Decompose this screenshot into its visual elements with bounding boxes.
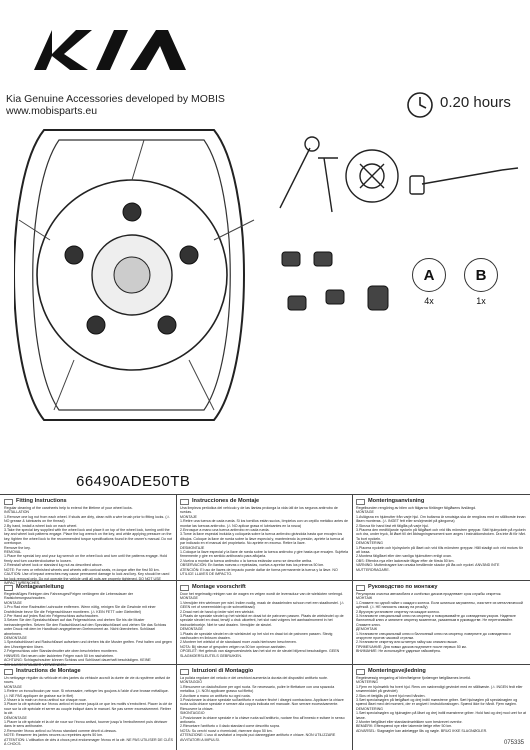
brand-website: www.mobisparts.eu xyxy=(6,105,98,117)
section-de: Montageanleitung Regelmäßiges Reinigen des Fahrzeuges/Felgen verlängern die Lebensdauer der Radsicherungsschrauben. MONTAGE 1.Pro Rad eine Radmutter/-schraube entfernen. Wenn nötig, reinigen Sie die Gewinde mit einer Drahtbürste bevor Sie die Felgenschlösser montieren. (⚠ KEIN FETT oder Gleitmittel) 2.Per Hand auf jedes Rad ein Felgenschloss aufschrauben. 3.Setzen Sie den Spezialschlüssel auf das Felgenschloss und drehen Sie bis die Muster ineinandergreifen. Setzen Sie den Radschlüssel auf den Spezialschlüssel und ziehen Sie das Schloss unter Druck mit dem im Handbuch angegebenen Drehmoment an. Nicht überdrehen. Schlüssel abnehmen. DEMONTAGE 1.Spezialschlüssel und Radschlüssel aufsetzen und drehen bis die Muster greifen. Fest halten und gegen den Uhrzeigersinn lösen. 2.Felgenschloss oder Standardmutter wie oben beschrieben montieren. HINWEIS: Bei neuen oder lackierten Felgen nach 50 km nachziehen. ACHTUNG: Schlagschrauber können Schloss und Schlüssel dauerhaft beschädigen. KEINE SCHLAGSCHRAUBER VERWENDEN. xyxy=(4,584,172,667)
item-a-badge: A xyxy=(412,258,446,292)
part-number: 66490ADE50TB xyxy=(76,473,191,490)
document-code: 075335 xyxy=(503,740,524,746)
install-time: 0.20 hours xyxy=(440,94,511,111)
item-b-badge: B xyxy=(464,258,498,292)
section-nl: Montage voorschrift Door het regelmatig reinigen van de wagen en velgen wordt de levensduur van de wielsloten verlengd. MONTAGE 1.Verwijder één wielmoer per wiel. Indien nodig, maak de draadeinden schoon met een staalborstel. (⚠ GEEN vet of smeermiddel op de schroefdraad) 2.Draai met de hand op ieder wiel een wielslot. 3.Plaats de speciale sleutel op het wielslot en draai tot de patronen passen. Plaats de wielsleutel op de speciale sleutel en draai, terwijl u druk uitoefent, het slot vast volgens het aanhaalmoment in het instructieboekje. Niet te vast draaien. Verwijder de sleutel. DEMONTAGE 1.Plaats de speciale sleutel en de wielsleutel op het slot en draai tot de patronen passen. Stevig vasthouden en linksom draaien. 2.Monteer het wielslot of de standaard moer zoals hierboven beschreven. NOTA: Bij nieuwe of gespoten velgen na 50 km opnieuw aanhalen. OPGELET: Het gebruik van slagmoersleutels kan het slot en de sleutel blijvend beschadigen. GEEN SLAGMOERSLEUTELS GEBRUIKEN. xyxy=(180,584,345,658)
flag-icon xyxy=(4,585,13,591)
item-b-qty: 1x xyxy=(476,296,486,306)
section-es: Instrucciones de Montaje Una limpieza periódica del vehículo y de las llantas prolonga la vida útil de los seguros antirrobo de ruedas. MONTAJE 1.Retire una tuerca de cada rueda. Si los tornillos están sucios, límpielos con un cepillo metálico antes de montar las tuercas antirrobo. (⚠ NO aplicar grasa ni lubricantes en la rosca) 2.Enrosque a mano una tuerca antirrobo en cada rueda. 3.Tome la llave especial incluida y colóquela sobre la tuerca antirrobo girándola hasta que encajen los dibujos. Coloque la llave de rueda sobre la llave especial y, manteniendo la presión, apriete la tuerca al par indicado en el manual del propietario. No apriete en exceso. Retire la llave. DESMONTAJE 1.Coloque la llave especial y la llave de rueda sobre la tuerca antirrobo y gire hasta que encajen. Sujétela firmemente y gire en sentido antihorario para aflojarla. 2.Vuelva a montar la tuerca antirrobo o la tuerca estándar como se describe arriba. OBSERVACIÓN: En llantas nuevas o repintadas, vuelva a apretar tras los primeros 50 km. ATENCIÓN: El uso de llaves de impacto puede dañar de forma permanente la tuerca y la llave. NO UTILICE LLAVES DE IMPACTO. xyxy=(180,498,349,577)
section-ru: Руководство по монтажу Регулярная очистка автомобиля и колёсных дисков продлевает срок службы секреток. МОНТАЖ 1.Снимите по одной гайке с каждого колеса. Если шпильки загрязнены, очистите их металлической щёткой. (⚠ НЕ наносить смазку на резьбу) 2.Вручную установите секретку на каждое колесо. 3.Установите специальный ключ на секретку и поворачивайте до совпадения узоров. Наденьте баллонный ключ и затяните секретку моментом, указанным в руководстве. Не перетягивайте. Снимите ключ. ДЕМОНТАЖ 1.Установите специальный ключ и баллонный ключ на секретку, поверните до совпадения и открутите против часовой стрелки. 2.Установите секретку или штатную гайку как описано выше. ПРИМЕЧАНИЕ: Для новых дисков подтяните после первых 50 км. ВНИМАНИЕ: Не используйте ударные гайковёрты. xyxy=(356,584,523,654)
kit-illustration xyxy=(272,246,404,326)
kia-logo xyxy=(30,24,190,74)
flag-icon xyxy=(180,585,189,591)
flag-icon xyxy=(356,585,365,591)
flag-icon xyxy=(356,499,365,505)
clock-icon xyxy=(406,91,434,119)
flag-icon xyxy=(180,669,189,675)
divider-col1 xyxy=(176,495,177,750)
divider-top xyxy=(0,494,530,495)
tools-illustration xyxy=(272,128,522,218)
brand-tagline: Kia Genuine Accessories developed by MOBIS xyxy=(6,93,225,105)
divider-col2 xyxy=(352,495,353,750)
kit-item-a xyxy=(412,258,446,306)
section-it: Istruzioni di Montaggio La pulizia regolare del veicolo e dei cerchioni aumenta la durata dei dispositivi antifurto ruote. MONTAGGIO 1.Rimuovere un dado/bullone per ogni ruota. Se necessario, pulire le filettature con una spazzola metallica. (⚠ NON applicare grasso sul filetto) 2.Avvitare a mano un antifurto su ogni ruota. 3.Posizionare la chiave speciale sull'antifurto e ruotare finché i disegni combaciano. Applicare la chiave ruota sulla chiave speciale e serrare alla coppia indicata nel manuale. Non serrare eccessivamente. Rimuovere la chiave. SMONTAGGIO 1.Posizionare la chiave speciale e la chiave ruota sull'antifurto, ruotare fino all'innesto e svitare in senso antiorario. 2.Rimontare l'antifurto o il dado standard come descritto sopra. NOTA: Su cerchi nuovi o riverniciati, riserrare dopo 50 km. ATTENZIONE: L'uso di avvitatori a impulsi può danneggiare antifurto e chiave. NON UTILIZZARE AVVITATORI A IMPULSI. xyxy=(180,668,345,742)
section-sv: Monteringsanvisning Regelbunden rengöring av bilen och fälgarna förlänger fälglåsens livslängd. MONTAGE 1.Avlägsna en hjulmutter från varje hjul. Om bultarna är smutsiga ska de rengöras med en stålborste innan låsen monteras. (⚠ INGET fett eller smörjmedel på gängorna) 2.Skruva för hand fast ett fälglås på varje hjul. 3.Placera den medföljande nyckeln på fälglåset och vrid tills mönstren greppar. Sätt hjulnyckeln på nyckeln och dra, under tryck, åt låset till det åtdragningsmoment som anges i instruktionsboken. Dra inte åt för hårt. Ta bort nyckeln. DEMONTERING 1.Placera nyckeln och hjulnyckeln på låset och vrid tills mönstren greppar. Håll stadigt och vrid moturs för att lossa. 2.Montera fälglåset eller den vanliga hjulmuttern enligt ovan. OBS: Efterdra nya eller lackerade fälgar efter de första 50 km. VARNING: Mutterdragare kan orsaka bestående skador på lås och nyckel. ANVÄND INTE MUTTERDRAGARE. xyxy=(356,498,526,572)
section-en: Fitting Instructions Regular cleaning of the carwheels help to extend the lifetime of your wheel locks. INSTALLATION 1.Remove one lug nut from each wheel. If studs are dirty, clean with a wire brush prior to fitting locks. (⚠ NO grease & lubricants on the thread) 2.By hand, install a wheel lock on each wheel. 3.Take the special key supplied with the wheel lock and place it on top of the wheel lock, turning until the key and wheel lock patterns engage. Place the lug wrench on the key, and while applying pressure on the key, tighten the wheel lock to the recommended torque specifications found in the owner's manual. Do not overtorque. Remove the key. REMOVAL 1.Place the special key and your lug wrench on the wheel lock and turn until the patterns engage. Hold firmly and turn counterclockwise to loosen. 2.Reinstall wheel lock or standard lug nut as described above. NOTE: For new or refinished wheels and wheels with conical seats, re-torque after the first 50 km. CAUTION: Use of impact wrenches may cause permanent damage to lock and key. Key should be used for lock removal only. Do not operate the vehicle until all nuts are properly tightened. DO NOT USE IMPACT WRENCHES. xyxy=(4,498,173,585)
kit-item-b xyxy=(464,258,498,306)
wheel-illustration xyxy=(14,120,264,430)
flag-icon xyxy=(4,669,13,675)
section-da: Monteringsvejledning Regelmæssig rengøring af bilen/fælgene fjorlænger fælglåsenes levetid. MONTERING 1.Fjern en hjulmøtrik fra hvert hjul. Rens om nødvendigt gevindet med en stålbørste. (⚠ INGEN fedt eller smøremiddel på gevindet) 2.Skru et fælglås på hvert hjul med hånden. 3.Sæt specialnøglen på fælglåset og drej indtil mønstrene griber. Sæt hjulnøglen på specialnøglen og spænd låset med det moment, der er angivet i instruktionsbogen. Spænd ikke for hårdt. Fjern nøglen. DEMONTERING 1.Sæt specialnøglen og hjulnøglen på låset og drej indtil mønstrene griber. Hold fast og drej mod uret for at løsne. 2.Monter fælglåset eller standardmøtrikken som beskrevet ovenfor. BEMÆRK: Efterspænd nye eller lakerede fælge efter 50 km. ADVARSEL: Slagnøgler kan ødelægge lås og nøgle. BRUG IKKE SLAGNØGLER. xyxy=(356,668,526,733)
section-fr: Instructions de Montage Un nettoyage régulier du véhicule et des jantes du véhicule accroît la durée de vie du système antivol de roues. MONTAGE 1.Retirer un écrou/boulon par roue. Si nécessaire, nettoyer les goujons à l'aide d'une brosse métallique. (⚠ NE PAS appliquer de graisse sur le filet) 2.Visser à la main un écrou antivol sur chaque roue. 3.Placer la clé spéciale sur l'écrou antivol et tourner jusqu'à ce que les motifs s'emboîtent. Placer la clé de roue sur la clé spéciale et serrer au couple indiqué dans le manuel. Ne pas serrer excessivement. Retirer la clé. DÉMONTAGE 1.Placer la clé spéciale et la clé de roue sur l'écrou antivol, tourner jusqu'à l'emboîtement puis dévisser dans le sens antihoraire. 2.Remonter l'écrou antivol ou l'écrou standard comme décrit ci-dessus. NOTE: Resserrer les jantes neuves ou repeintes après 50 km. ATTENTION: L'utilisation de clés à chocs peut endommager l'écrou et la clé. NE PAS UTILISER DE CLÉS À CHOCS. xyxy=(4,668,174,747)
flag-icon xyxy=(356,669,365,675)
flag-icon xyxy=(180,499,189,505)
item-a-qty: 4x xyxy=(424,296,434,306)
flag-icon xyxy=(4,499,13,505)
